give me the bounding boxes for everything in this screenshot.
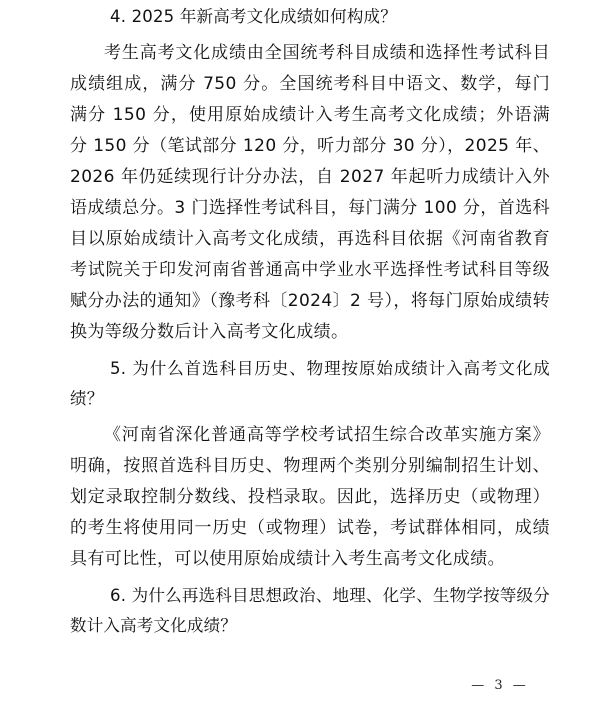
answer-5: 《河南省深化普通高等学校考试招生综合改革实施方案》明确，按照首选科目历史、物理两个类别分别编制招生计划、划定录取控制分数线、投档录取。因此，选择历史（或物理）的考生将使用同一历史（或物理）试卷，考试群体相同，成绩具有可比性，可以使用原始成绩计入考生高考文化成绩。 (70, 425, 550, 569)
document-body (70, 2, 550, 647)
page-number: — 3 — (471, 678, 529, 693)
answer-4: 考生高考文化成绩由全国统考科目成绩和选择性考试科目成绩组成，满分 750 分。全国统考科目中语文、数学，每门满分 150 分，使用原始成绩计入考生高考文化成绩；外语满分 150 分（笔试部分 120 分，听力部分 30 分），2025 年、2026 年仍延续现行计分办法，自 2027 年起听力成绩计入外语成绩总分。3 门选择性考试科目，每门满分 100 分，首选科目以原始成绩计入高考文化成绩，再选科目依据《河南省教育考试院关于印发河南省普通高中学业水平选择性考试科目等级赋分办法的通知》（豫考科〔2024〕2 号），将每门原始成绩转换为等级分数后计入高考文化成绩。 (70, 43, 550, 342)
question-4: 4. 2025 年新高考文化成绩如何构成？ (110, 7, 397, 26)
question-6: 6. 为什么再选科目思想政治、地理、化学、生物学按等级分数计入高考文化成绩？ (70, 586, 550, 635)
question-5: 5. 为什么首选科目历史、物理按原始成绩计入高考文化成绩？ (70, 359, 550, 408)
